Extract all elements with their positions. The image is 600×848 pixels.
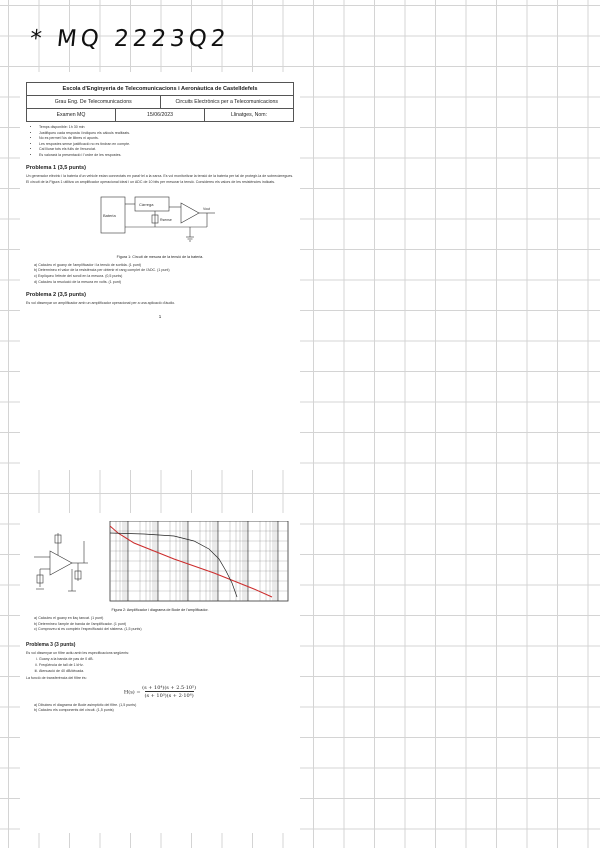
formula-denominator: (s + 10³)(s + 2·10⁶) <box>144 692 194 699</box>
exam-date: 15/06/2023 <box>115 109 204 121</box>
problem2-text <box>26 301 294 306</box>
figure1-caption: Figura 1: Circuit de mesura de la tensió de la bateria. <box>116 254 204 259</box>
question-item: b) Determineu l'ample de banda de l'amplificador. (1 punt) <box>34 621 127 626</box>
problem3-questions <box>26 703 294 713</box>
problem2-title: Problema 2 (3,5 punts) <box>26 292 86 299</box>
spec-item: i. Guany a la banda de pas de 0 dB. <box>39 657 294 662</box>
formula-lhs: H(s) = <box>123 689 141 696</box>
instruction-item: • Justifiqueu cada resposta i indiqueu els càlculs realitzats. <box>39 131 294 136</box>
figure1-label-out: Vout <box>203 206 211 211</box>
course-name: Circuits Electrònics per a Telecomunicacions <box>160 96 294 108</box>
problem1-paragraph: El circuit de la Figura 1 utilitza un amplificador operacional ideal i un ADC de 10 bits per mesurar la tensió. Considereu els valors de les resistències indicats. <box>26 180 276 185</box>
instruction-item: • Cal lliurar tots els fulls de l'enunciat. <box>39 147 294 152</box>
exam-header-table <box>26 82 294 122</box>
problem1-questions <box>26 263 294 284</box>
figure1-label-battery: Bateria <box>103 212 116 218</box>
spec-item: iii. Atenuació de 40 dB/dècada. <box>39 669 294 674</box>
handwritten-title: * MQ 2223Q2 <box>28 26 231 52</box>
problem3-specs <box>26 657 294 673</box>
figure1-label-load: Càrrega <box>139 201 154 207</box>
question-item: b) Calculeu els components del circuit. (1,5 punts) <box>34 708 114 713</box>
question-item: a) Calculeu el guany de l'amplificador i la tensió de sortida. (1 punt) <box>34 262 141 267</box>
page-number: 1 <box>158 313 162 319</box>
problem3-paragraph: La funció de transferència del filtre és: <box>26 676 87 681</box>
question-item: c) Expliqueu l'efecte del soroll en la mesura. (0,5 punts) <box>34 273 123 278</box>
school-name: Escola d'Enginyeria de Telecomunicacions i Aeronàutica de Castelldefels <box>62 86 258 92</box>
problem3-text-2 <box>26 676 294 681</box>
figure2-group <box>28 521 292 605</box>
instruction-item: • Temps disponible: 1h 30 min <box>39 125 294 130</box>
question-item: a) Dibuixeu el diagrama de Bode asimptòtic del filtre. (1,5 punts) <box>34 702 137 707</box>
spec-item: ii. Freqüència de tall de 1 kHz. <box>39 663 294 668</box>
question-item: b) Determineu el valor de la resistència per obtenir el rang complet de l'ADC. (1 punt) <box>34 268 170 273</box>
question-item: c) Comproveu si es compleix l'especificació del sistema. (1,5 punts) <box>34 627 142 632</box>
figure2-bode-plot <box>104 521 290 605</box>
degree-name: Grau Eng. De Telecomunicacions <box>54 99 132 105</box>
figure1-label-sensor: Rsense <box>160 217 172 222</box>
exam-page-2 <box>20 513 300 833</box>
instructions-list <box>26 125 294 158</box>
problem3-paragraph: Es vol dissenyar un filtre actiu amb les especificacions següents: <box>26 650 130 655</box>
student-name-label: Llinatges, Nom: <box>204 109 293 121</box>
question-item: a) Calculeu el guany en llaç tancat. (1 punt) <box>34 616 104 620</box>
figure2-circuit <box>28 521 98 601</box>
problem1-text <box>26 174 294 185</box>
exam-page-1 <box>20 72 300 470</box>
problem2-paragraph: Es vol dissenyar un amplificador amb un amplificador operacional per a una aplicació d'àudio. <box>26 301 176 306</box>
figure1-circuit <box>95 189 225 251</box>
figure2-caption: Figura 2: Amplificador i diagrama de Bode de l'amplificador. <box>111 608 209 612</box>
instruction-item: • Les respostes sense justificació no es tindran en compte. <box>39 142 294 147</box>
question-item: d) Calculeu la resolució de la mesura en volts. (1 punt) <box>34 279 121 284</box>
problem3-text <box>26 651 294 656</box>
exam-name: Examen MQ <box>56 112 86 118</box>
problem1-paragraph: Un generador elèctric i la bateria d'un vehicle estan connectats en paral·lel a la xarxa. Es vol monitoritzar la tensió de la bateria per tal de protegir-la de sobrecàrregues. <box>26 173 294 178</box>
problem2-questions <box>26 616 294 632</box>
transfer-function <box>26 685 294 699</box>
instruction-item: • No es permet l'ús de llibres ni apunts. <box>39 136 294 141</box>
formula-numerator: (s + 10⁴)(s + 2.5·10⁵) <box>142 684 197 691</box>
instruction-item: • Es valorarà la presentació i l'ordre de les respostes. <box>39 153 294 158</box>
problem1-title: Problema 1 (3,5 punts) <box>26 164 86 171</box>
problem3-title: Problema 3 (3 punts) <box>26 641 76 648</box>
